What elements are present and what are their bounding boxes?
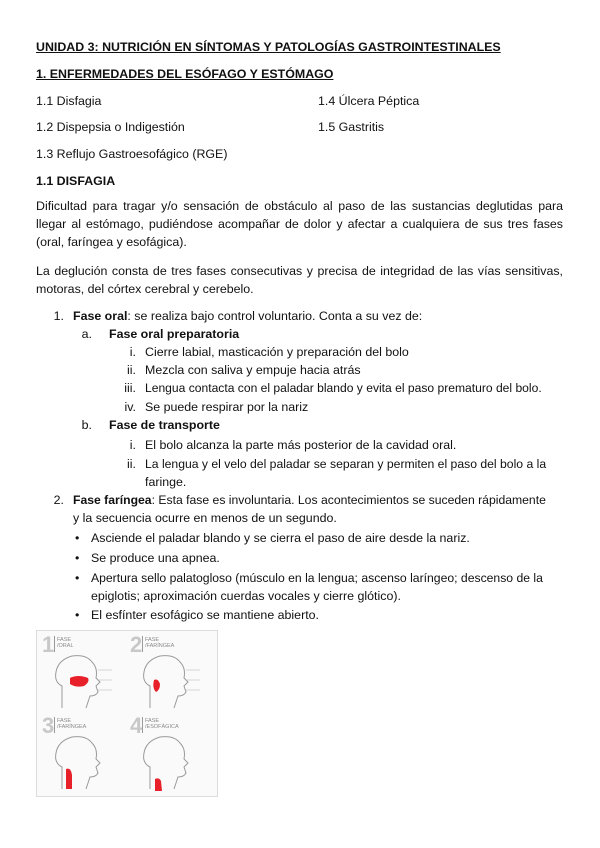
swallowing-phases-figure — [36, 630, 218, 797]
roman-number: i. — [129, 438, 136, 452]
list-item: La lengua y el velo del paladar se separan y permiten el paso del bolo a la — [145, 457, 547, 471]
bullet-item: Asciende el paladar blando y se cierra el paso de aire desde la nariz. — [91, 531, 470, 545]
sublist-letter: b. — [81, 418, 92, 432]
phase-label-line: /ESOFÁGICA — [145, 724, 179, 730]
paragraph-line: (oral, faríngea y esofágica). — [36, 235, 187, 249]
list-item: El bolo alcanza la parte más posterior de la cavidad oral. — [145, 438, 457, 452]
toc-item-ulcera: 1.4 Úlcera Péptica — [318, 94, 420, 108]
bolus-shape — [155, 778, 162, 791]
list-item-fase-faringea — [73, 491, 546, 509]
paragraph-line: La deglución consta de tres fases consecutivas y precisa de integridad de las vías sensitivas, — [36, 264, 563, 278]
phase-label-line: /FARÍNGEA — [145, 643, 175, 649]
phase-number: 4 — [130, 713, 143, 738]
phase-label-line: FASE — [57, 718, 72, 724]
bullet-icon: • — [75, 608, 80, 622]
roman-number: i. — [129, 345, 136, 359]
toc-item-gastritis: 1.5 Gastritis — [318, 120, 385, 134]
subsection-title: 1.1 DISFAGIA — [36, 174, 116, 188]
list-item: Cierre labial, masticación y preparación del bolo — [145, 345, 409, 359]
phase-label-line: /ORAL — [57, 643, 74, 649]
bullet-item: El esfínter esofágico se mantiene abierto. — [91, 608, 319, 622]
phase-panel-oral — [40, 634, 126, 712]
list-item-fase-oral — [73, 307, 422, 325]
bullet-icon: • — [75, 531, 80, 545]
phase-panel-faringea — [128, 634, 214, 712]
section-title: 1. ENFERMEDADES DEL ESÓFAGO Y ESTÓMAGO — [36, 67, 334, 81]
paragraph-line: llegar al estómago, pudiéndose acompañar de dolor y afectar a cualquiera de sus tres fases — [36, 217, 563, 231]
toc-item-disfagia: 1.1 Disfagia — [36, 94, 102, 108]
list-number: 1. — [53, 309, 64, 323]
bullet-item: Apertura sello palatogloso (músculo en la lengua; ascenso laríngeo; descenso de la — [91, 571, 543, 585]
list-item-label: Fase faríngea — [73, 493, 152, 507]
head-profile-oral-icon — [40, 634, 126, 712]
list-item-continuation: faringe. — [145, 475, 187, 489]
bolus-shape — [66, 769, 72, 789]
sublist-letter: a. — [81, 327, 92, 341]
list-item-text: : se realiza bajo control voluntario. Conta a su vez de: — [127, 309, 423, 323]
sublist-label: Fase de transporte — [109, 418, 220, 432]
toc-item-dispepsia: 1.2 Dispepsia o Indigestión — [36, 120, 185, 134]
list-number: 2. — [53, 493, 64, 507]
bolus-shape — [153, 680, 160, 693]
list-item: Mezcla con saliva y empuje hacia atrás — [145, 363, 361, 377]
paragraph-line: Dificultad para tragar y/o sensación de obstáculo al paso de las sustancias deglutidas para — [36, 199, 563, 213]
list-item: Lengua contacta con el paladar blando y evita el paso prematuro del bolo. — [145, 381, 542, 395]
head-profile-faringea-2-icon — [40, 715, 126, 793]
paragraph-line: motoras, del córtex cerebral y cerebelo. — [36, 282, 254, 296]
list-item-label: Fase oral — [73, 309, 128, 323]
phase-number: 3 — [42, 713, 55, 738]
bullet-icon: • — [75, 551, 80, 565]
bullet-icon: • — [75, 571, 80, 585]
phase-label-line: FASE — [145, 637, 160, 643]
list-item: Se puede respirar por la nariz — [145, 400, 309, 414]
paragraph-deglucion — [36, 262, 563, 298]
roman-number: ii. — [127, 457, 136, 471]
roman-number: ii. — [127, 363, 136, 377]
phase-number: 1 — [42, 632, 55, 657]
roman-number: iii. — [124, 381, 136, 395]
sublist-label: Fase oral preparatoria — [109, 327, 240, 341]
roman-number: iv. — [124, 400, 136, 414]
phase-label-line: FASE — [145, 718, 160, 724]
bullet-item-continuation: epiglotis; aproximación cuerdas vocales y cierre glótico). — [91, 589, 401, 603]
phase-number: 2 — [130, 632, 143, 657]
head-profile-esofagica-icon — [128, 715, 214, 793]
list-item-continuation: y la secuencia ocurre en menos de un segundo. — [73, 511, 337, 525]
unit-title: UNIDAD 3: NUTRICIÓN EN SÍNTOMAS Y PATOLOGÍAS GASTROINTESTINALES — [36, 40, 501, 54]
bolus-shape — [70, 676, 89, 687]
bullet-item: Se produce una apnea. — [91, 551, 220, 565]
list-item-text: : Esta fase es involuntaria. Los acontecimientos se suceden rápidamente — [151, 493, 546, 507]
phase-label-line: /FARÍNGEA — [57, 724, 87, 730]
paragraph-definition — [36, 197, 563, 251]
head-profile-faringea-icon — [128, 634, 214, 712]
phase-panel-faringea-2 — [40, 715, 126, 793]
phase-label-line: FASE — [57, 637, 72, 643]
phase-panel-esofagica — [128, 715, 214, 793]
toc-item-rge: 1.3 Reflujo Gastroesofágico (RGE) — [36, 147, 228, 161]
